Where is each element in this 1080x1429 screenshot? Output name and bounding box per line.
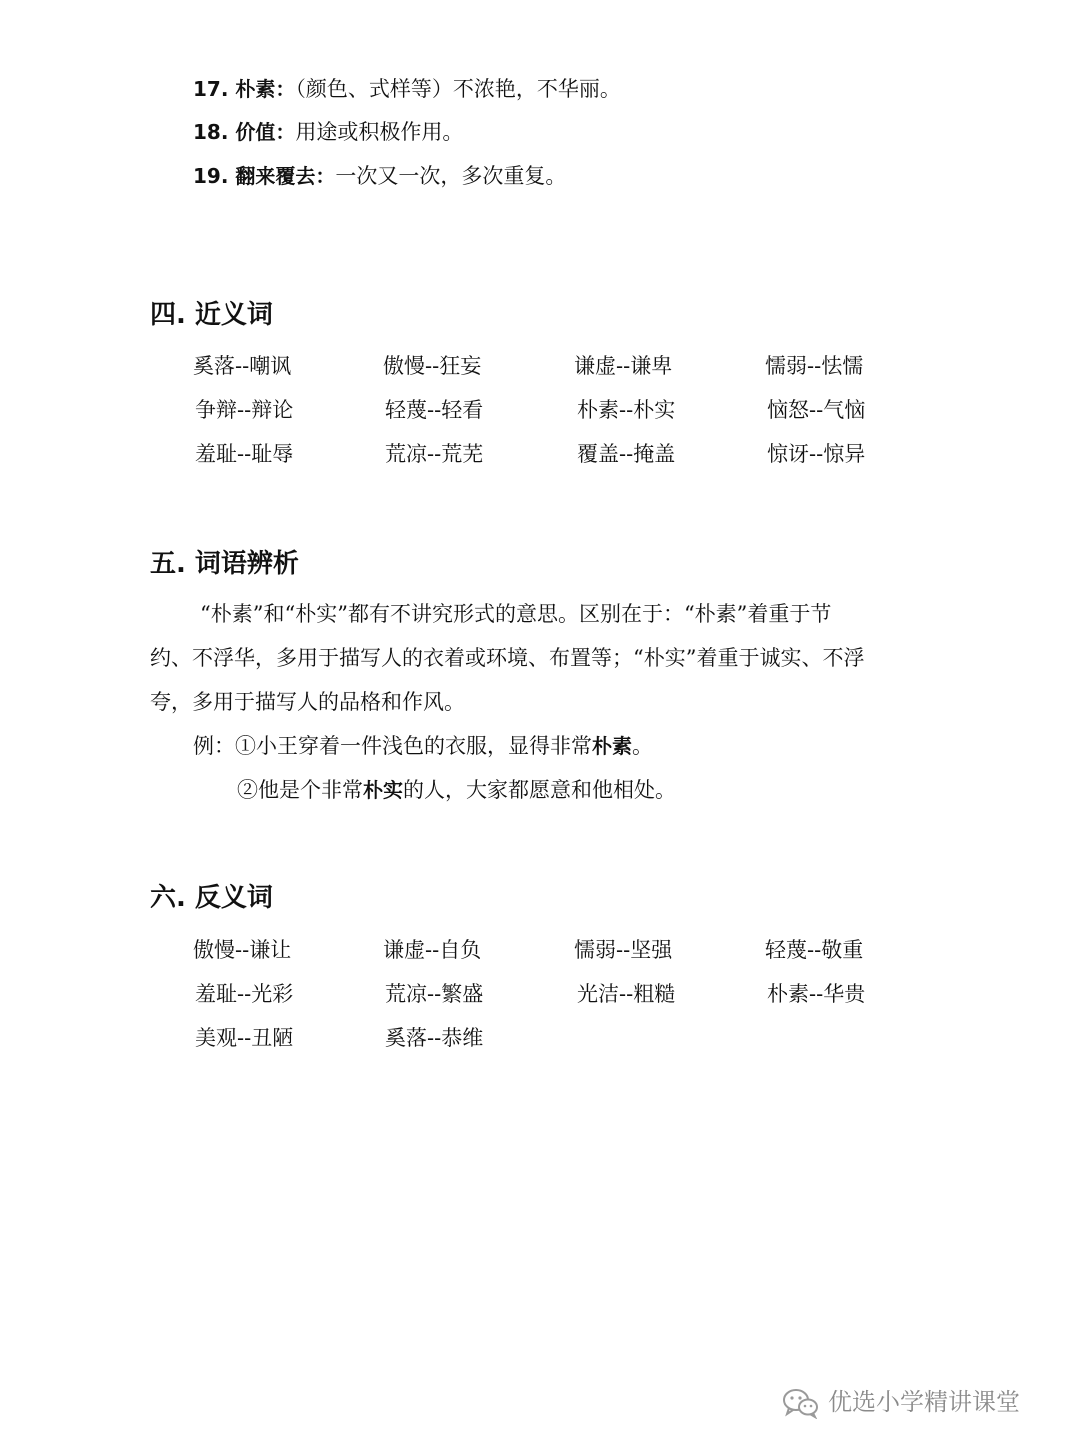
synonym-pair: 争辩--辩论: [195, 398, 294, 422]
antonym-pair: 朴素--华贵: [767, 982, 866, 1006]
analysis-heading: 五. 词语辨析: [150, 549, 299, 579]
synonym-pair: 荒凉--荒芜: [385, 442, 484, 466]
antonym-pair: 谦虚--自负: [383, 938, 482, 962]
antonym-row: [193, 1023, 913, 1053]
definition-18: [193, 117, 463, 147]
antonym-pair: 奚落--恭维: [385, 1026, 484, 1050]
example-text: 。: [632, 734, 653, 758]
analysis-paragraph-line: 夸，多用于描写人的品格和作风。: [150, 690, 465, 714]
synonyms-heading: 四. 近义词: [150, 300, 273, 330]
antonym-pair: 羞耻--光彩: [195, 982, 294, 1006]
definition-text: 一次又一次，多次重复。: [335, 164, 567, 188]
example-highlight: 朴素: [592, 734, 632, 758]
synonym-row: [193, 395, 913, 425]
example-1: [193, 731, 973, 761]
antonym-pair: 荒凉--繁盛: [385, 982, 484, 1006]
example-text: 的人，大家都愿意和他相处。: [403, 778, 676, 802]
example-highlight: 朴实: [363, 778, 403, 802]
synonym-row: [193, 439, 913, 469]
definition-term: 19. 翻来覆去：: [193, 164, 336, 188]
definition-17: [193, 74, 621, 104]
antonym-row: [193, 979, 913, 1009]
synonym-pair: 奚落--嘲讽: [193, 354, 292, 378]
synonym-pair: 覆盖--掩盖: [577, 442, 676, 466]
antonym-pair: 美观--丑陋: [195, 1026, 294, 1050]
antonym-pair: 懦弱--坚强: [574, 938, 673, 962]
definition-text: 用途或积极作用。: [295, 120, 464, 144]
wechat-icon: [782, 1387, 820, 1419]
synonym-pair: 惊讶--惊异: [767, 442, 866, 466]
example-text: 例：①小王穿着一件浅色的衣服，显得非常: [193, 734, 592, 758]
synonym-pair: 朴素--朴实: [577, 398, 676, 422]
antonym-pair: 傲慢--谦让: [193, 938, 292, 962]
analysis-paragraph-line: “朴素”和“朴实”都有不讲究形式的意思。区别在于：“朴素”着重于节: [200, 602, 832, 626]
synonym-pair: 傲慢--狂妄: [383, 354, 482, 378]
antonym-pair: 轻蔑--敬重: [765, 938, 864, 962]
antonym-row: [193, 935, 913, 965]
synonym-pair: 羞耻--耻辱: [195, 442, 294, 466]
synonym-pair: 谦虚--谦卑: [574, 354, 673, 378]
watermark-text: 优选小学精讲课堂: [828, 1388, 1020, 1416]
synonym-row: [193, 351, 913, 381]
antonym-pair: 光洁--粗糙: [577, 982, 676, 1006]
definition-text: （颜色、式样等）不浓艳，不华丽。: [295, 77, 621, 101]
antonyms-heading: 六. 反义词: [150, 883, 273, 913]
watermark: [782, 1384, 1020, 1420]
example-2: [237, 775, 1017, 805]
definition-term: 18. 价值：: [193, 120, 296, 144]
analysis-paragraph-line: 约、不浮华，多用于描写人的衣着或环境、布置等；“朴实”着重于诚实、不浮: [150, 646, 865, 670]
example-text: ②他是个非常: [237, 778, 363, 802]
synonym-pair: 轻蔑--轻看: [385, 398, 484, 422]
definition-19: [193, 161, 566, 191]
definition-term: 17. 朴素：: [193, 77, 296, 101]
synonym-pair: 恼怒--气恼: [767, 398, 866, 422]
synonym-pair: 懦弱--怯懦: [765, 354, 864, 378]
